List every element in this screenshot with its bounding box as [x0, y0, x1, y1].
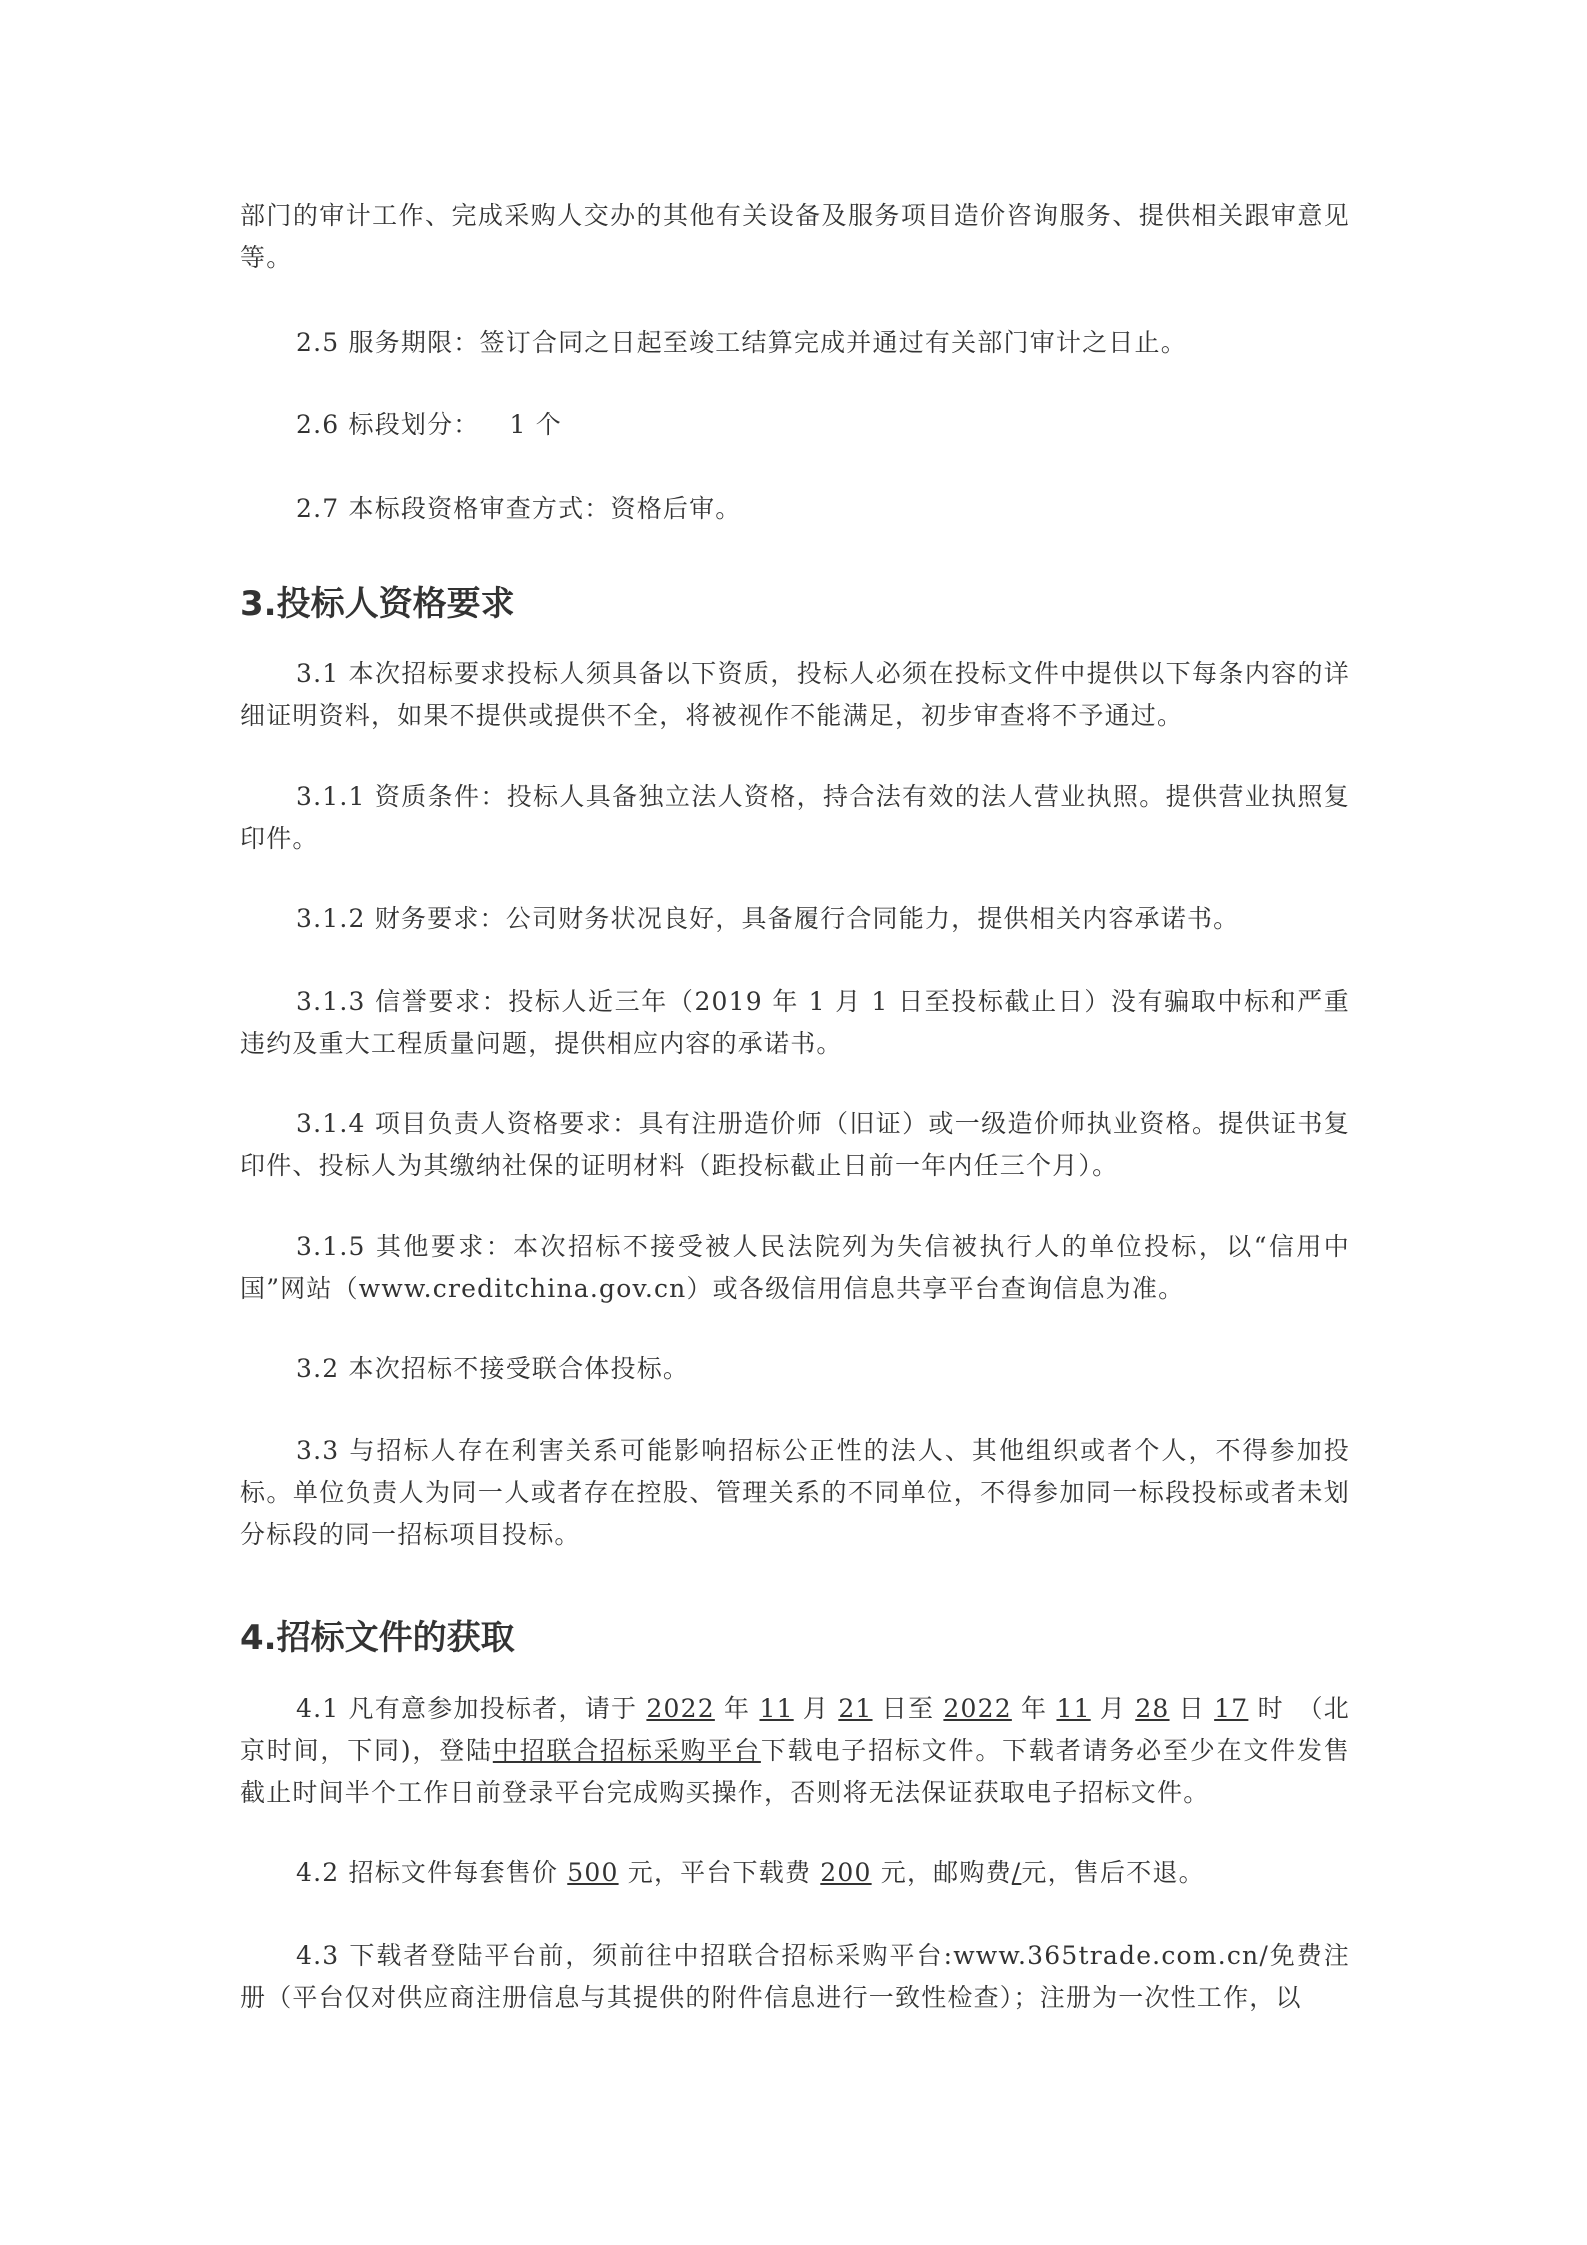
paragraph-4-2 [240, 1852, 1350, 1894]
text-fragment: 元，邮购费 [871, 1858, 1012, 1887]
price-value: 500 [567, 1858, 619, 1887]
text-fragment: 4.1 凡有意参加投标者，请于 [296, 1694, 647, 1723]
paragraph-4-3: 4.3 下载者登陆平台前，须前往中招联合招标采购平台:www.365trade.com.cn/免费注册（平台仅对供应商注册信息与其提供的附件信息进行一致性检查）；注册为一次性工作，以 [240, 1941, 1350, 2012]
platform-link[interactable]: 中招联合招标采购平台 [492, 1736, 761, 1765]
text-fragment: 月 [793, 1694, 839, 1723]
paragraph-3-1: 3.1 本次招标要求投标人须具备以下资质，投标人必须在投标文件中提供以下每条内容的详细证明资料，如果不提供或提供不全，将被视作不能满足，初步审查将不予通过。 [240, 659, 1350, 730]
paragraph-3-2: 3.2 本次招标不接受联合体投标。 [296, 1354, 690, 1383]
text-fragment: 4.2 招标文件每套售价 [296, 1858, 568, 1887]
text-fragment: 下载电子招标文件。下载者请务必至少在文件发售截止时间半个工作日前登录平台完成购买操作，否则将无法保证获取电子招标文件。 [240, 1736, 1350, 1807]
text-fragment: 年 [714, 1694, 760, 1723]
paragraph-2-6-label: 2.6 标段划分： [296, 410, 480, 439]
text-fragment: 元，平台下载费 [618, 1858, 821, 1887]
date-day-start: 21 [838, 1694, 873, 1723]
date-year-start: 2022 [646, 1694, 715, 1723]
paragraph-3-3: 3.3 与招标人存在利害关系可能影响招标公正性的法人、其他组织或者个人，不得参加投标。单位负责人为同一人或者存在控股、管理关系的不同单位，不得参加同一标段投标或者未划分标段的同一招标项目投标。 [240, 1436, 1350, 1549]
paragraph-intro-continued: 部门的审计工作、完成采购人交办的其他有关设备及服务项目造价咨询服务、提供相关跟审意见等。 [240, 201, 1350, 272]
date-day-end: 28 [1135, 1694, 1170, 1723]
paragraph-3-1-4: 3.1.4 项目负责人资格要求：具有注册造价师（旧证）或一级造价师执业资格。提供证书复印件、投标人为其缴纳社保的证明材料（距投标截止日前一年内任三个月）。 [240, 1109, 1350, 1180]
text-fragment: 日 [1169, 1694, 1215, 1723]
paragraph-2-6 [240, 404, 1350, 446]
paragraph-2-5: 2.5 服务期限：签订合同之日起至竣工结算完成并通过有关部门审计之日止。 [296, 328, 1187, 357]
text-fragment: 月 [1090, 1694, 1136, 1723]
paragraph-2-7: 2.7 本标段资格审查方式：资格后审。 [296, 494, 742, 523]
text-fragment: 元，售后不退。 [1021, 1858, 1205, 1887]
text-fragment: 年 [1011, 1694, 1057, 1723]
paragraph-4-1 [240, 1688, 1350, 1814]
text-fragment: 日至 [872, 1694, 944, 1723]
paragraph-3-1-3: 3.1.3 信誉要求：投标人近三年（2019 年 1 月 1 日至投标截止日）没有骗取中标和严重违约及重大工程质量问题，提供相应内容的承诺书。 [240, 987, 1350, 1058]
date-month-start: 11 [759, 1694, 794, 1723]
date-year-end: 2022 [943, 1694, 1012, 1723]
section-heading-4: 4.招标文件的获取 [240, 1618, 515, 1658]
text-fragment: 时 （北京时间，下同)，登陆 [240, 1694, 1350, 1765]
date-hour-end: 17 [1214, 1694, 1249, 1723]
date-month-end: 11 [1056, 1694, 1091, 1723]
section-heading-3: 3.投标人资格要求 [240, 584, 515, 624]
paragraph-3-1-1: 3.1.1 资质条件：投标人具备独立法人资格，持合法有效的法人营业执照。提供营业执照复印件。 [240, 782, 1350, 853]
download-fee-value: 200 [820, 1858, 872, 1887]
mail-fee-value: / [1011, 1858, 1022, 1887]
paragraph-2-6-value: 1 个 [509, 410, 562, 439]
paragraph-3-1-5: 3.1.5 其他要求：本次招标不接受被人民法院列为失信被执行人的单位投标，以“信用中国”网站（www.creditchina.gov.cn）或各级信用信息共享平台查询信息为准。 [240, 1232, 1350, 1303]
paragraph-3-1-2: 3.1.2 财务要求：公司财务状况良好，具备履行合同能力，提供相关内容承诺书。 [296, 904, 1240, 933]
